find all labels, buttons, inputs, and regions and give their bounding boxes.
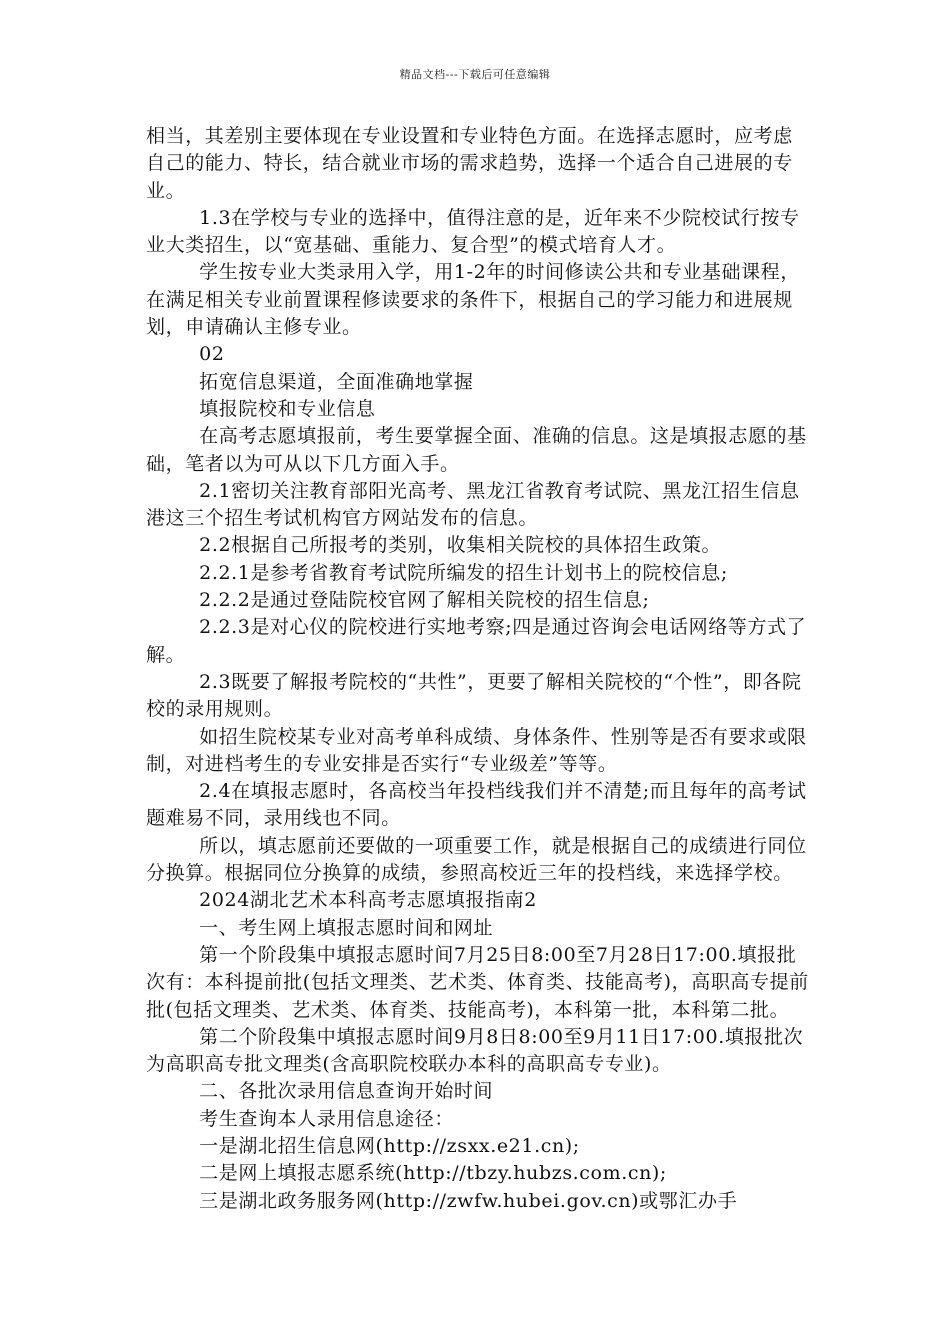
paragraph: 相当，其差别主要体现在专业设置和专业特色方面。在选择志愿时，应考虑自己的能力、特长，结合就业市场的需求趋势，选择一个适合自己进展的专业。 bbox=[146, 125, 793, 202]
paragraph: 2.4在填报志愿时，各高校当年投档线我们并不清楚;而且每年的高考试题难易不同，录用线也不同。 bbox=[146, 780, 807, 830]
section-heading: 一、考生网上填报志愿时间和网址 bbox=[146, 916, 494, 939]
paragraph: 第一个阶段集中填报志愿时间7月25日8:00至7月28日17:00.填报批次有：本科提前批(包括文理类、艺术类、体育类、技能高考)，高职高专提前批(包括文理类、艺术类、体育类、技能高考)，本科第一批，本科第二批。 bbox=[146, 943, 809, 1021]
section-heading: 拓宽信息渠道，全面准确地掌握 bbox=[146, 370, 474, 393]
paragraph: 考生查询本人录用信息途径： bbox=[146, 1107, 454, 1130]
paragraph: 如招生院校某专业对高考单科成绩、身体条件、性别等是否有要求或限制，对进档考生的专业安排是否实行“专业级差”等等。 bbox=[146, 725, 807, 775]
page-header: 精品文档---下载后可任意编辑 bbox=[399, 68, 551, 81]
list-item: 二是网上填报志愿系统(http://tbzy.hubzs.com.cn); bbox=[146, 1162, 667, 1185]
document-body bbox=[146, 123, 812, 1215]
paragraph: 第二个阶段集中填报志愿时间9月8日8:00至9月11日17:00.填报批次为高职高专批文理类(含高职院校联办本科的高职高专专业)。 bbox=[146, 1025, 804, 1076]
list-item: 一是湖北招生信息网(http://zsxx.e21.cn); bbox=[146, 1134, 580, 1157]
paragraph: 2.2根据自己所报考的类别，收集相关院校的具体招生政策。 bbox=[146, 534, 722, 557]
section-number: 02 bbox=[146, 343, 225, 366]
paragraph: 2.2.3是对心仪的院校进行实地考察;四是通过咨询会电话网络等方式了解。 bbox=[146, 616, 807, 666]
document-subtitle: 2024湖北艺术本科高考志愿填报指南2 bbox=[146, 889, 537, 912]
paragraph: 1.3在学校与专业的选择中，值得注意的是，近年来不少院校试行按专业大类招生，以“宽基础、重能力、复合型”的模式培育人才。 bbox=[146, 206, 800, 257]
list-item: 三是湖北政务服务网(http://zwfw.hubei.gov.cn)或鄂汇办手 bbox=[146, 1189, 738, 1212]
paragraph: 2.3既要了解报考院校的“共性”，更要了解相关院校的“个性”，即各院校的录用规则。 bbox=[146, 670, 802, 721]
paragraph: 所以，填志愿前还要做的一项重要工作，就是根据自己的成绩进行同位分换算。根据同位分换算的成绩，参照高校近三年的投档线，来选择学校。 bbox=[146, 834, 807, 885]
paragraph: 在高考志愿填报前，考生要掌握全面、准确的信息。这是填报志愿的基础，笔者以为可从以下几方面入手。 bbox=[146, 425, 807, 475]
section-heading: 二、各批次录用信息查询开始时间 bbox=[146, 1080, 494, 1103]
section-heading: 填报院校和专业信息 bbox=[146, 397, 376, 420]
paragraph: 2.2.2是通过登陆院校官网了解相关院校的招生信息; bbox=[146, 589, 650, 612]
paragraph: 2.2.1是参考省教育考试院所编发的招生计划书上的院校信息; bbox=[146, 561, 728, 584]
paragraph: 2.1密切关注教育部阳光高考、黑龙江省教育考试院、黑龙江招生信息港这三个招生考试机构官方网站发布的信息。 bbox=[146, 479, 800, 530]
paragraph: 学生按专业大类录用入学，用1-2年的时间修读公共和专业基础课程，在满足相关专业前置课程修读要求的条件下，根据自己的学习能力和进展规划，申请确认主修专业。 bbox=[146, 261, 800, 339]
